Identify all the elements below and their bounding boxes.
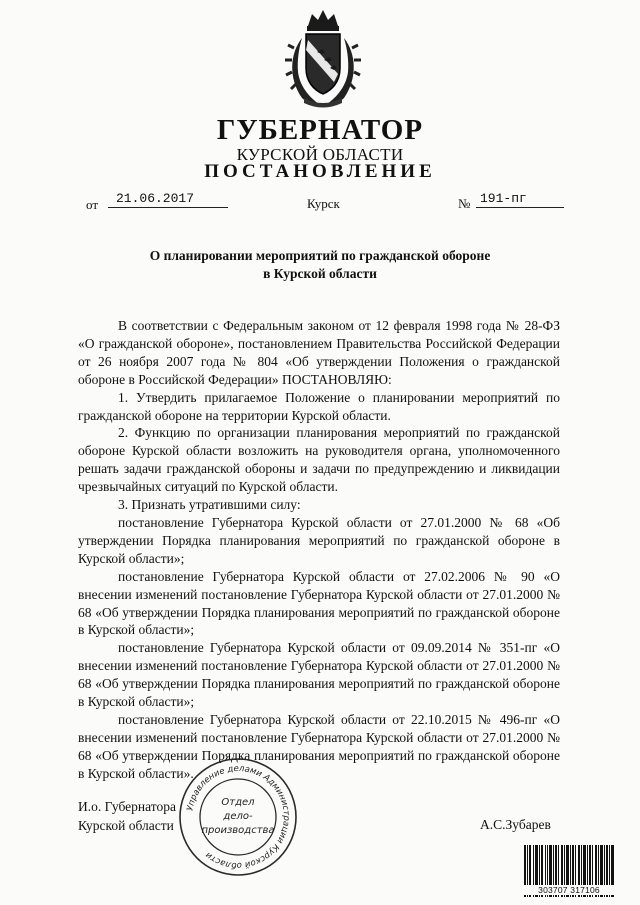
document-number: 191-пг (476, 191, 564, 208)
svg-text:производства: производства (201, 825, 275, 836)
date-prefix: от (86, 197, 99, 212)
item-2-paragraph: 2. Функцию по организации планирования мероприятий по гражданской обороне Курской области возложить на руководителя органа, уполномоченного решать задачи гражданской обороны и задачи по предупреждению и ликвидации чрезвычайных ситуаций по Курской области. (78, 425, 560, 495)
stamp-ring-text: Управление делами Администрации Курской области (185, 763, 292, 871)
repeal-paragraph: постановление Губернатора Курской области от 09.09.2014 № 351-пг «О внесении изменений постановление Губернатора Курской области от 27.01.2000 № 68 «Об утверждении Порядка планирования мероприятий по гражданской обороне в Курской области»; (78, 640, 560, 710)
header-region: КУРСКОЙ ОБЛАСТИ (236, 145, 404, 164)
repeal-paragraph: постановление Губернатора Курской области от 27.02.2006 № 90 «О внесении изменений постановление Губернатора Курской области от 27.01.2000 № 68 «Об утверждении Порядка планирования мероприятий по гражданской обороне в Курской области»; (78, 568, 560, 638)
repeal-paragraph: постановление Губернатора Курской области от 22.10.2015 № 496-пг «О внесении изменений постановление Губернатора Курской области от 27.01.2000 № 68 «Об утверждении Порядка планирования мероприятий по гражданской обороне в Курской области». (78, 711, 560, 781)
preamble-paragraph: В соответствии с Федеральным законом от 12 февраля 1998 года № 28-ФЗ «О гражданской обороне», постановлением Правительства Российской Федерации от 26 ноября 2007 года № 804 «Об утверждении Положения о гражданской обороне в Российской Федерации» ПОСТАНОВЛЯЮ: (78, 318, 560, 387)
repeal-paragraph: постановление Губернатора Курской области от 27.01.2000 № 68 «Об утверждении Порядка планирования мероприятий по гражданской обороне в Курской области»; (78, 514, 560, 566)
signatory-position (78, 797, 176, 835)
svg-text:Отдел: Отдел (221, 797, 255, 808)
coat-of-arms-emblem (284, 8, 362, 108)
header-doc-type: ПОСТАНОВЛЕНИЕ (204, 161, 436, 182)
signatory-name: А.С.Зубарев (480, 817, 551, 832)
svg-text:дело-: дело- (223, 811, 253, 822)
number-prefix: № (458, 196, 471, 211)
item-1-paragraph: 1. Утвердить прилагаемое Положение о планировании мероприятий по гражданской обороне на территории Курской области. (78, 389, 560, 423)
header-title: ГУБЕРНАТОР (216, 114, 424, 146)
subject-line-1: О планировании мероприятий по гражданской обороне (149, 248, 491, 263)
document-subject (0, 247, 640, 283)
item-3-paragraph: 3. Признать утратившими силу: (118, 497, 301, 513)
document-city: Курск (307, 196, 340, 211)
signatory-position-line-1: И.о. Губернатора (78, 799, 177, 814)
document-date: 21.06.2017 (108, 191, 228, 208)
document-body (78, 317, 560, 783)
barcode-number: 303707 317106 (524, 885, 614, 895)
subject-line-2: в Курской области (263, 266, 377, 281)
signatory-position-line-2: Курской области (78, 818, 174, 833)
office-stamp (176, 755, 300, 879)
